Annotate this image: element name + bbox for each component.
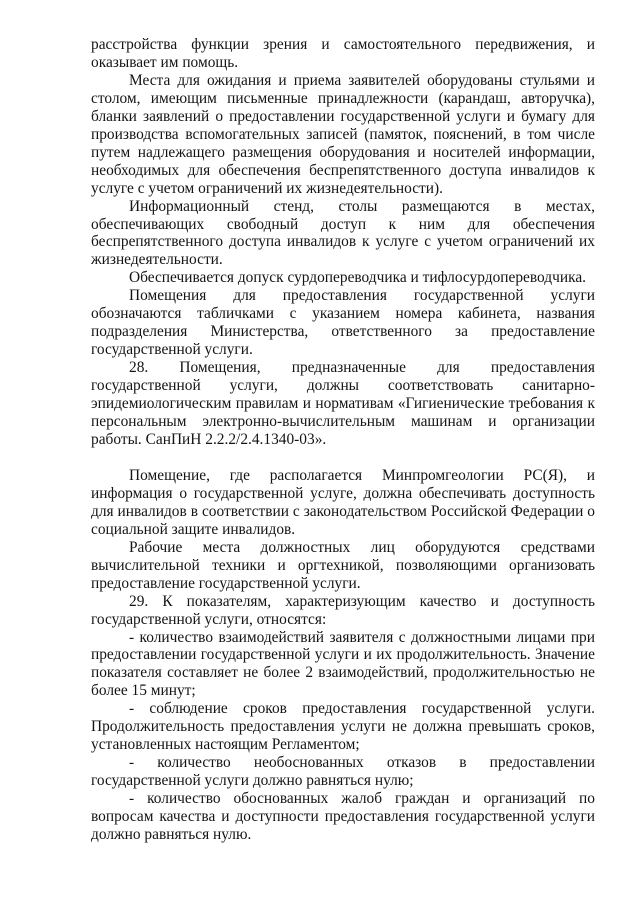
paragraph-room-signage: Помещения для предоставления государственной услуги обозначаются табличками с указанием номера кабинета, названия подразделения Министерства, ответственного за предоставление государственной услуги. (91, 287, 595, 359)
list-item-deadlines: - соблюдение сроков предоставления государственной услуги. Продолжительность предоставления услуги не должна превышать сроков, установленных настоящим Регламентом; (91, 700, 595, 754)
paragraph-accessibility: Помещение, где располагается Минпромгеологии РС(Я), и информация о государственной услуге, должна обеспечивать доступность для инвалидов в соответствии с законодательством Российской Федерации о социальной защите инвалидов. (91, 466, 595, 538)
list-item-complaints: - количество обоснованных жалоб граждан и организаций по вопросам качества и доступности предоставления государственной услуги должно равняться нулю. (91, 790, 595, 843)
list-item-refusals: - количество необоснованных отказов в предоставлении государственной услуги должно равняться нулю; (91, 754, 595, 790)
paragraph-clause-29: 29. К показателям, характеризующим качество и доступность государственной услуги, относятся: (91, 592, 595, 628)
paragraph-sign-interpreter: Обеспечивается допуск сурдопереводчика и тифлосурдопереводчика. (129, 269, 587, 287)
list-item-interactions: - количество взаимодействий заявителя с должностными лицами при предоставлении государственной услуги и их продолжительность. Значение показателя составляет не более 2 взаимодействий, продолжительностью не более 15 минут; (91, 628, 595, 700)
paragraph-clause-28: 28. Помещения, предназначенные для предоставления государственной услуги, должны соответствовать санитарно-эпидемиологическим правилам и нормативам «Гигиенические требования к персональным электронно-вычислительным машинам и организации работы. СанПиН 2.2.2/2.4.1340-03». (91, 359, 595, 448)
document-page (91, 36, 595, 844)
paragraph-waiting-area: Места для ожидания и приема заявителей оборудованы стульями и столом, имеющим письменные принадлежности (карандаш, авторучка), бланки заявлений о предоставлении государственной услуги и бумагу для производства вспомогательных записей (памяток, пояснений, в том числе путем надлежащего размещения оборудования и носителей информации, необходимых для обеспечения беспрепятственного доступа инвалидов к услуге с учетом ограничений их жизнедеятельности). (91, 71, 595, 197)
paragraph-workplaces: Рабочие места должностных лиц оборудуются средствами вычислительной техники и оргтехникой, позволяющими организовать предоставление государственной услуги. (91, 538, 595, 592)
paragraph-continuation: расстройства функции зрения и самостоятельного передвижения, и оказывает им помощь. (91, 36, 595, 71)
paragraph-info-stand: Информационный стенд, столы размещаются в местах, обеспечивающих свободный доступ к ним для обеспечения беспрепятственного доступа инвалидов к услуге с учетом ограничений их жизнедеятельности. (91, 197, 595, 269)
